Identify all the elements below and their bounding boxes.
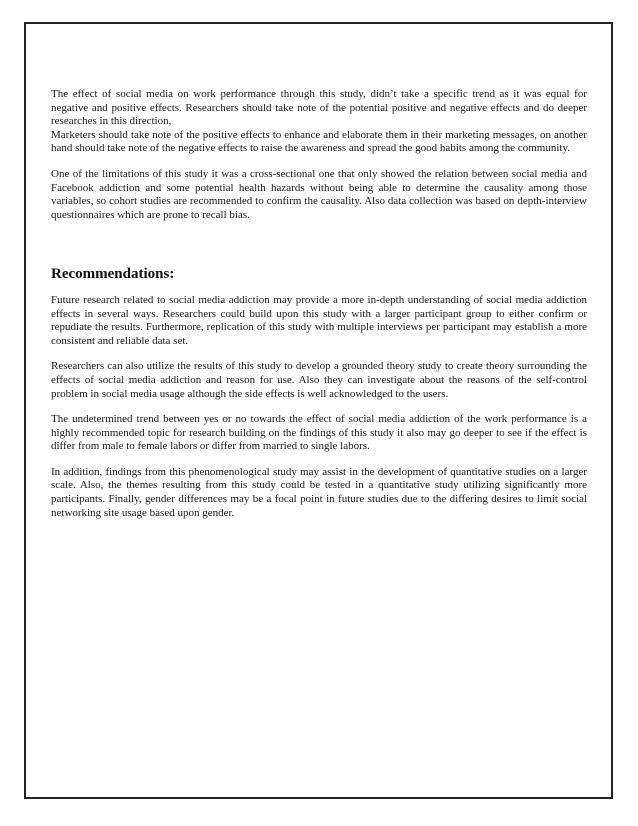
document-body: [51, 88, 587, 532]
paragraph-quantitative-studies: In addition, findings from this phenomenological study may assist in the development of quantitative studies on a larger scale. Also, the themes resulting from this study could be tested in a quantitative study utilizing significantly more participants. Finally, gender differences may be a focal point in future studies due to the differing desires to limit social networking site usage based upon gender.: [51, 465, 587, 519]
paragraph-line: The effect of social media on work performance through this study, didn’t take a specific trend as it was equal for negative and positive effects. Researchers should take note of the potential positive and negative effects and do deeper researches in this direction,: [51, 88, 587, 128]
paragraph-undetermined-trend: The undetermined trend between yes or no towards the effect of social media addiction of the work performance is a highly recommended topic for research building on the findings of this study it also may go deeper to see if the effect is differ from male to female labors or differ from married to single labors.: [51, 413, 587, 453]
paragraph-line: Marketers should take note of the positive effects to enhance and elaborate them in their marketing messages, on another hand should take note of the negative effects to raise the awareness and spread the good habits among the community.: [51, 128, 587, 155]
paragraph-future-research: Future research related to social media addiction may provide a more in-depth understanding of social media addiction effects in several ways. Researchers could build upon this study with a larger participant group to either confirm or repudiate the results. Furthermore, replication of this study with multiple interviews per participant may establish a more consistent and reliable data set.: [51, 293, 587, 347]
page-frame: [24, 22, 613, 799]
paragraph-grounded-theory: Researchers can also utilize the results of this study to develop a grounded theory study to create theory surrounding the effects of social media addiction and reason for use. Also they can investigate about the reasons of the self-control problem in social media usage although the side effects is well acknowledged to the users.: [51, 360, 587, 400]
paragraph-limitations: [51, 168, 587, 222]
paragraph-effects: [51, 88, 587, 156]
paragraph-line: One of the limitations of this study it was a cross-sectional one that only showed the relation between social media and Facebook addiction and some potential health hazards without being able to determine the causality among those variables, so cohort studies are recommended to confirm the causality. Also data collection was based on depth-interview questionnaires which are prone to recall bias.: [51, 167, 587, 221]
recommendations-heading: Recommendations:: [51, 266, 175, 283]
